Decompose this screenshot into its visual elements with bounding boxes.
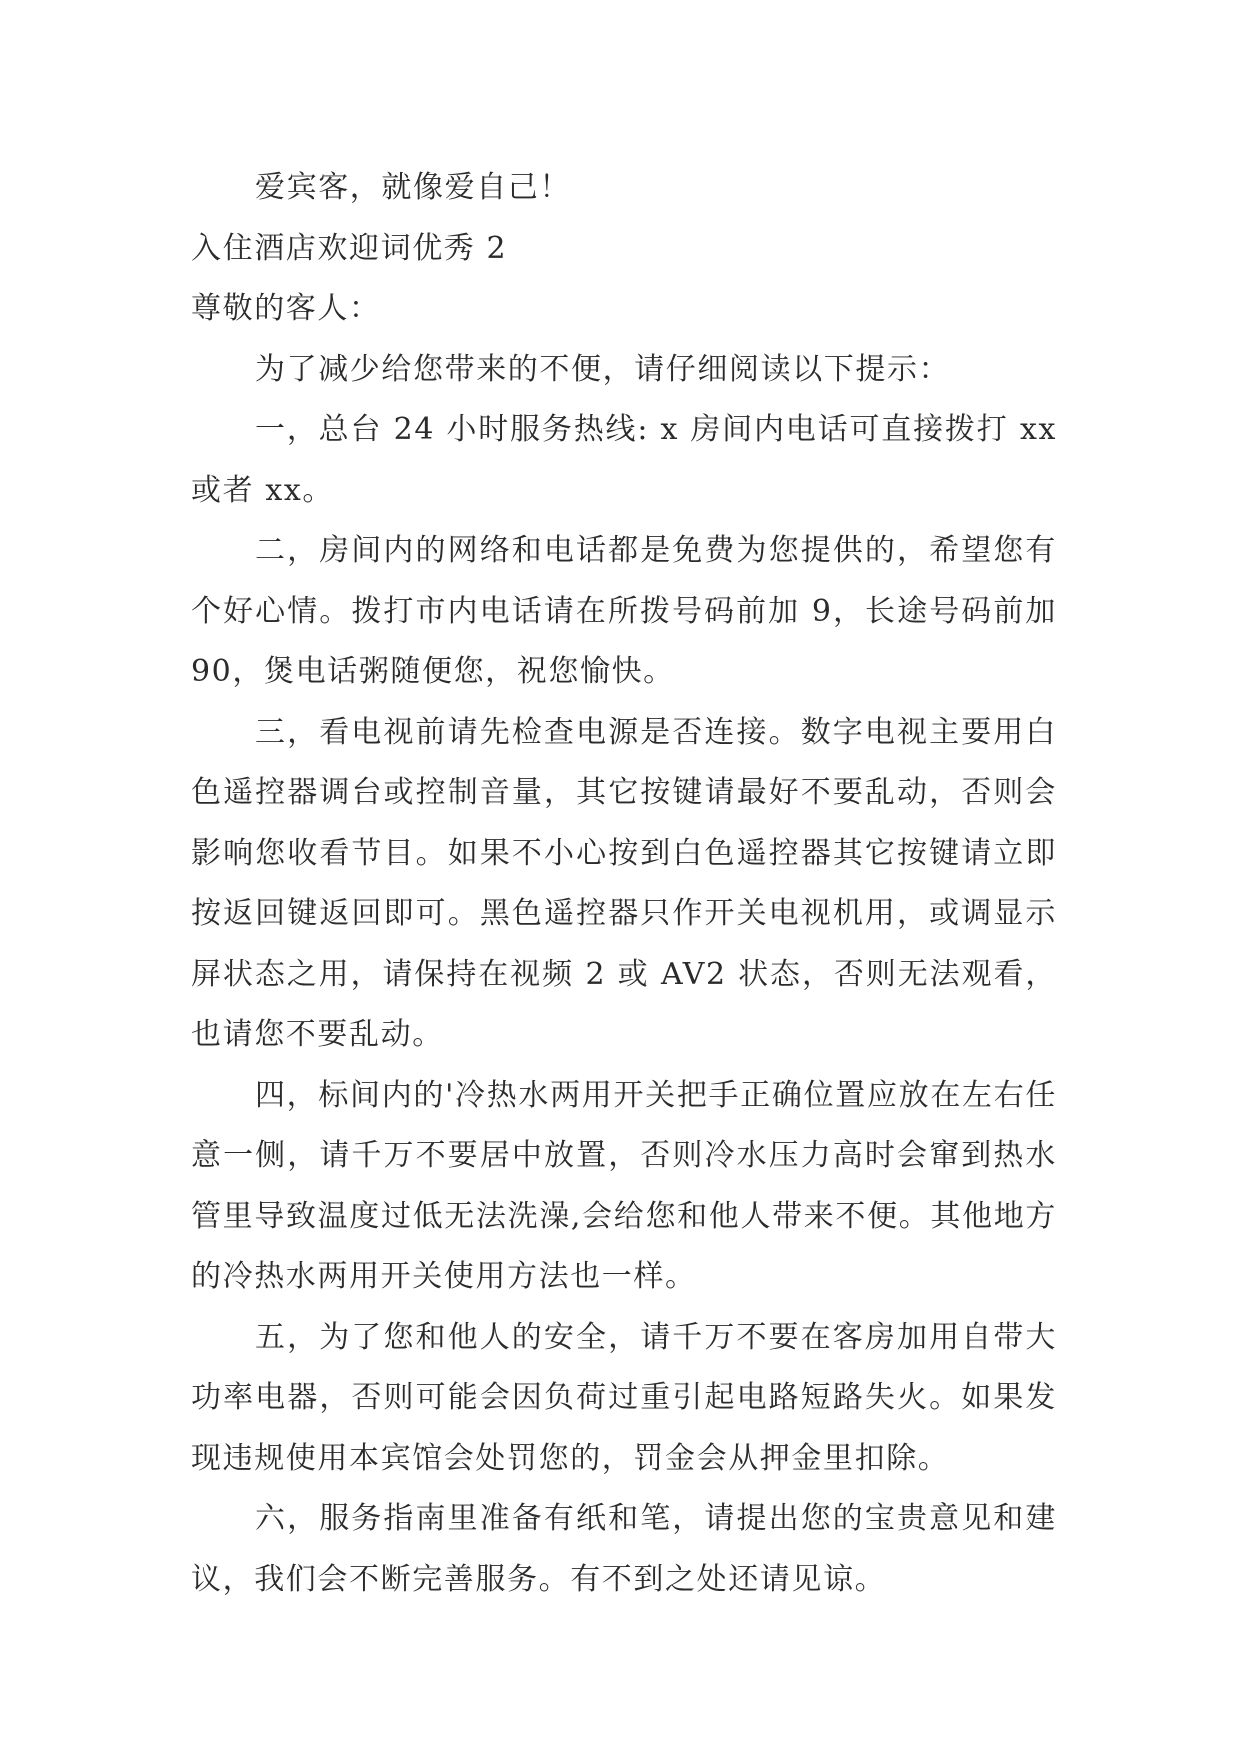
section-title: 入住酒店欢迎词优秀 2 [191,230,508,266]
tip-paragraph-1: 一，总台 24 小时服务热线: x 房间内电话可直接拨打 xx 或者 xx。 [191,412,1057,508]
tip-paragraph-2: 二，房间内的网络和电话都是免费为您提供的，希望您有个好心情。拨打市内电话请在所拨号码前加 9，长途号码前加 90，煲电话粥随便您，祝您愉快。 [191,533,1057,689]
tip-paragraph-5: 五，为了您和他人的安全，请千万不要在客房加用自带大功率电器，否则可能会因负荷过重引起电路短路失火。如果发现违规使用本宾馆会处罚您的，罚金会从押金里扣除。 [191,1319,1057,1476]
intro-paragraph: 为了减少给您带来的不便，请仔细阅读以下提示： [255,351,951,387]
closing-slogan: 爱宾客，就像爱自己！ [255,170,571,205]
tip-paragraph-4: 四，标间内的'冷热水两用开关把手正确位置应放在左右任意一侧，请千万不要居中放置，否则冷水压力高时会窜到热水管里导致温度过低无法洗澡,会给您和他人带来不便。其他地方的冷热水两用开关使用方法也一样。 [191,1077,1057,1294]
tip-paragraph-3: 三，看电视前请先检查电源是否连接。数字电视主要用白色遥控器调台或控制音量，其它按键请最好不要乱动，否则会影响您收看节目。如果不小心按到白色遥控器其它按键请立即按返回键返回即可。黑色遥控器只作开关电视机用，或调显示屏状态之用，请保持在视频 2 或 AV2 状态，否则无法观看，也请您不要乱动。 [191,714,1057,1052]
document-body [191,158,1057,1610]
salutation: 尊敬的客人： [191,291,381,326]
tip-paragraph-6: 六，服务指南里准备有纸和笔，请提出您的宝贵意见和建议，我们会不断完善服务。有不到之处还请见谅。 [191,1501,1057,1597]
